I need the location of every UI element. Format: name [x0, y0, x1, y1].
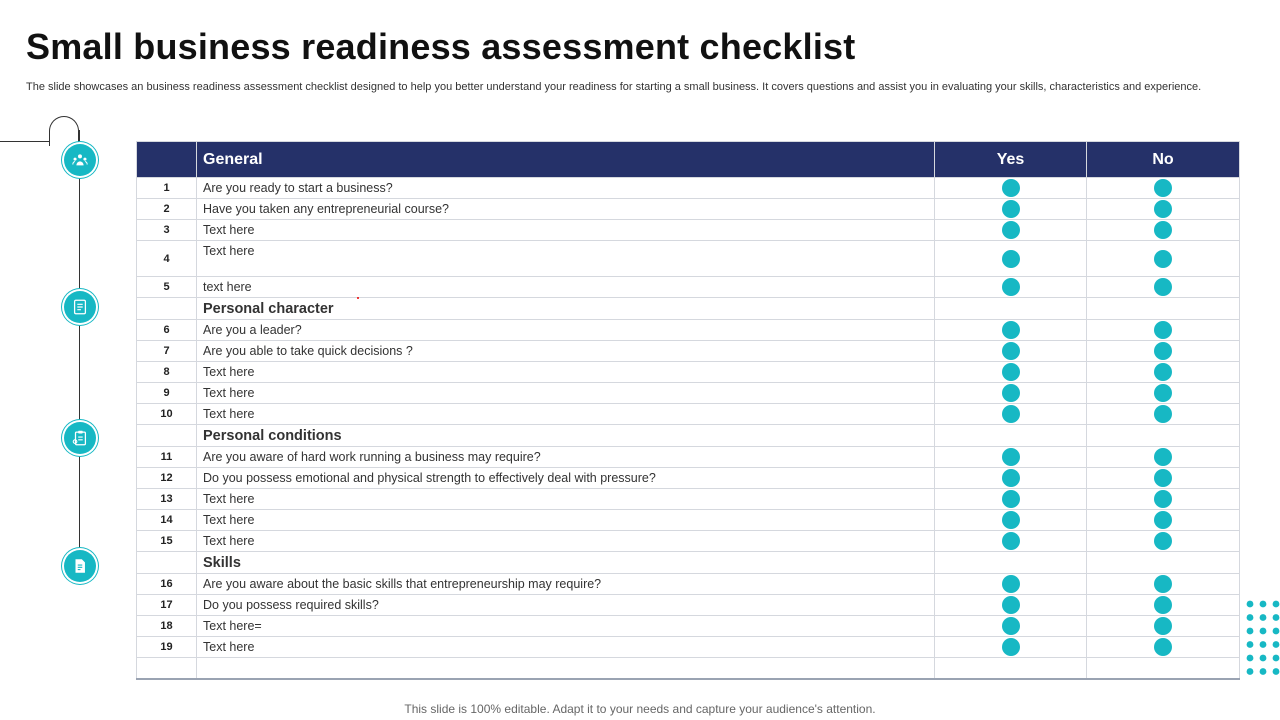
yes-marker[interactable] — [1002, 638, 1020, 656]
row-number: 18 — [137, 616, 197, 637]
row-number: 17 — [137, 595, 197, 616]
stray-dot — [357, 297, 359, 299]
section-number-cell — [137, 552, 197, 574]
no-marker[interactable] — [1154, 469, 1172, 487]
decorative-dot — [1247, 655, 1254, 662]
row-number: 12 — [137, 468, 197, 489]
no-cell[interactable] — [1087, 383, 1240, 404]
row-question: Text here — [197, 383, 935, 404]
row-number: 11 — [137, 447, 197, 468]
decorative-dot — [1247, 668, 1254, 675]
yes-cell[interactable] — [935, 241, 1087, 277]
no-cell[interactable] — [1087, 510, 1240, 531]
yes-cell[interactable] — [935, 595, 1087, 616]
yes-marker[interactable] — [1002, 448, 1020, 466]
empty-cell — [197, 658, 935, 680]
decorative-dot — [1273, 641, 1280, 648]
yes-cell[interactable] — [935, 320, 1087, 341]
section-no-cell — [1087, 425, 1240, 447]
table-row — [137, 404, 1240, 425]
section-title: Personal conditions — [197, 425, 935, 447]
section-row — [137, 425, 1240, 447]
header-no: No — [1087, 142, 1240, 178]
decorative-dot — [1247, 614, 1254, 621]
no-marker[interactable] — [1154, 638, 1172, 656]
section-yes-cell — [935, 552, 1087, 574]
row-number: 13 — [137, 489, 197, 510]
yes-cell[interactable] — [935, 220, 1087, 241]
row-number: 1 — [137, 178, 197, 199]
row-number: 3 — [137, 220, 197, 241]
yes-marker[interactable] — [1002, 405, 1020, 423]
no-marker[interactable] — [1154, 617, 1172, 635]
empty-cell — [1087, 658, 1240, 680]
yes-cell[interactable] — [935, 468, 1087, 489]
section-no-cell — [1087, 298, 1240, 320]
table-row — [137, 510, 1240, 531]
table-row — [137, 320, 1240, 341]
section-yes-cell — [935, 298, 1087, 320]
row-question: Are you ready to start a business? — [197, 178, 935, 199]
no-marker[interactable] — [1154, 179, 1172, 197]
footer-note: This slide is 100% editable. Adapt it to your needs and capture your audience's attention. — [404, 702, 876, 716]
yes-marker[interactable] — [1002, 250, 1020, 268]
table-row — [137, 341, 1240, 362]
decorative-dot — [1260, 601, 1267, 608]
yes-cell[interactable] — [935, 489, 1087, 510]
no-cell[interactable] — [1087, 199, 1240, 220]
row-question: Text here — [197, 404, 935, 425]
row-number: 19 — [137, 637, 197, 658]
decorative-dot — [1260, 641, 1267, 648]
no-marker[interactable] — [1154, 532, 1172, 550]
no-cell[interactable] — [1087, 447, 1240, 468]
row-question: Are you aware of hard work running a business may require? — [197, 447, 935, 468]
yes-cell[interactable] — [935, 574, 1087, 595]
yes-marker[interactable] — [1002, 200, 1020, 218]
yes-marker[interactable] — [1002, 221, 1020, 239]
row-number: 8 — [137, 362, 197, 383]
page-subtitle: The slide showcases an business readiness assessment checklist designed to help you better understand your readiness for starting a small business. It covers questions and assist you in evaluating your skills, characteristics and experience. — [26, 81, 1202, 93]
decorative-dot — [1247, 641, 1254, 648]
no-marker[interactable] — [1154, 448, 1172, 466]
row-number: 15 — [137, 531, 197, 552]
decorative-dot — [1247, 601, 1254, 608]
table-row — [137, 468, 1240, 489]
no-marker[interactable] — [1154, 200, 1172, 218]
yes-marker[interactable] — [1002, 469, 1020, 487]
section-no-cell — [1087, 552, 1240, 574]
decorative-dot — [1260, 614, 1267, 621]
row-question: Do you possess required skills? — [197, 595, 935, 616]
row-question: Text here — [197, 637, 935, 658]
row-question: Do you possess emotional and physical strength to effectively deal with pressure? — [197, 468, 935, 489]
table-row — [137, 616, 1240, 637]
row-question: Text here — [197, 510, 935, 531]
row-number: 4 — [137, 241, 197, 277]
decorative-dot — [1260, 655, 1267, 662]
decorative-dot — [1247, 628, 1254, 635]
yes-marker[interactable] — [1002, 321, 1020, 339]
yes-marker[interactable] — [1002, 490, 1020, 508]
no-marker[interactable] — [1154, 363, 1172, 381]
section-row — [137, 552, 1240, 574]
no-cell[interactable] — [1087, 468, 1240, 489]
no-cell[interactable] — [1087, 220, 1240, 241]
yes-marker[interactable] — [1002, 384, 1020, 402]
row-question: text here — [197, 277, 935, 298]
table-row — [137, 241, 1240, 277]
page-title: Small business readiness assessment checklist — [26, 26, 856, 67]
yes-marker[interactable] — [1002, 342, 1020, 360]
table-row — [137, 595, 1240, 616]
yes-cell[interactable] — [935, 178, 1087, 199]
no-marker[interactable] — [1154, 575, 1172, 593]
empty-cell — [935, 658, 1087, 680]
yes-marker[interactable] — [1002, 575, 1020, 593]
yes-cell[interactable] — [935, 637, 1087, 658]
row-number: 7 — [137, 341, 197, 362]
row-question: Text here — [197, 362, 935, 383]
table-header-row — [137, 142, 1240, 178]
section-row — [137, 298, 1240, 320]
yes-cell[interactable] — [935, 531, 1087, 552]
timeline-connector — [0, 141, 50, 142]
no-marker[interactable] — [1154, 384, 1172, 402]
row-question: Text here — [197, 241, 935, 277]
no-marker[interactable] — [1154, 511, 1172, 529]
yes-cell[interactable] — [935, 199, 1087, 220]
no-cell[interactable] — [1087, 637, 1240, 658]
no-marker[interactable] — [1154, 278, 1172, 296]
decorative-dot — [1260, 628, 1267, 635]
timeline-arc — [49, 116, 79, 146]
yes-marker[interactable] — [1002, 179, 1020, 197]
yes-marker[interactable] — [1002, 532, 1020, 550]
yes-marker[interactable] — [1002, 617, 1020, 635]
yes-marker[interactable] — [1002, 596, 1020, 614]
row-question: Text here — [197, 489, 935, 510]
header-general: General — [197, 142, 935, 178]
section-title: Personal character — [197, 298, 935, 320]
yes-cell[interactable] — [935, 341, 1087, 362]
row-question: Text here — [197, 220, 935, 241]
section-number-cell — [137, 298, 197, 320]
table-row — [137, 362, 1240, 383]
decorative-dot — [1273, 655, 1280, 662]
no-cell[interactable] — [1087, 489, 1240, 510]
row-number: 6 — [137, 320, 197, 341]
table-row — [137, 447, 1240, 468]
header-number — [137, 142, 197, 178]
row-number: 14 — [137, 510, 197, 531]
checklist-icon — [64, 291, 96, 323]
table-row — [137, 531, 1240, 552]
row-question: Are you a leader? — [197, 320, 935, 341]
yes-cell[interactable] — [935, 404, 1087, 425]
no-marker[interactable] — [1154, 490, 1172, 508]
empty-cell — [137, 658, 197, 680]
no-cell[interactable] — [1087, 595, 1240, 616]
table-row — [137, 178, 1240, 199]
decorative-dot — [1273, 628, 1280, 635]
checklist-table — [136, 141, 1240, 680]
table-row — [137, 220, 1240, 241]
row-question: Have you taken any entrepreneurial course? — [197, 199, 935, 220]
yes-marker[interactable] — [1002, 278, 1020, 296]
yes-cell[interactable] — [935, 510, 1087, 531]
decorative-dots — [1246, 600, 1280, 676]
no-cell[interactable] — [1087, 531, 1240, 552]
table-row — [137, 574, 1240, 595]
no-cell[interactable] — [1087, 362, 1240, 383]
clipboard-icon — [64, 422, 96, 454]
row-question: Are you aware about the basic skills that entrepreneurship may require? — [197, 574, 935, 595]
section-number-cell — [137, 425, 197, 447]
yes-cell[interactable] — [935, 383, 1087, 404]
no-cell[interactable] — [1087, 616, 1240, 637]
decorative-dot — [1273, 614, 1280, 621]
table-row — [137, 199, 1240, 220]
yes-cell[interactable] — [935, 616, 1087, 637]
no-marker[interactable] — [1154, 405, 1172, 423]
no-cell[interactable] — [1087, 178, 1240, 199]
row-number: 10 — [137, 404, 197, 425]
table-row — [137, 489, 1240, 510]
yes-marker[interactable] — [1002, 511, 1020, 529]
yes-cell[interactable] — [935, 277, 1087, 298]
yes-cell[interactable] — [935, 447, 1087, 468]
table-row — [137, 383, 1240, 404]
row-number: 16 — [137, 574, 197, 595]
no-cell[interactable] — [1087, 341, 1240, 362]
section-yes-cell — [935, 425, 1087, 447]
no-marker[interactable] — [1154, 221, 1172, 239]
row-question: Are you able to take quick decisions ? — [197, 341, 935, 362]
no-cell[interactable] — [1087, 241, 1240, 277]
row-number: 5 — [137, 277, 197, 298]
table-row — [137, 277, 1240, 298]
document-icon — [64, 550, 96, 582]
no-cell[interactable] — [1087, 320, 1240, 341]
no-cell[interactable] — [1087, 277, 1240, 298]
no-marker[interactable] — [1154, 342, 1172, 360]
table-row — [137, 637, 1240, 658]
no-cell[interactable] — [1087, 574, 1240, 595]
section-title: Skills — [197, 552, 935, 574]
no-marker[interactable] — [1154, 321, 1172, 339]
yes-marker[interactable] — [1002, 363, 1020, 381]
no-cell[interactable] — [1087, 404, 1240, 425]
no-marker[interactable] — [1154, 250, 1172, 268]
yes-cell[interactable] — [935, 362, 1087, 383]
decorative-dot — [1260, 668, 1267, 675]
no-marker[interactable] — [1154, 596, 1172, 614]
row-question: Text here — [197, 531, 935, 552]
decorative-dot — [1273, 601, 1280, 608]
timeline-line — [79, 130, 80, 570]
header-yes: Yes — [935, 142, 1087, 178]
people-network-icon — [64, 144, 96, 176]
row-number: 9 — [137, 383, 197, 404]
row-number: 2 — [137, 199, 197, 220]
decorative-dot — [1273, 668, 1280, 675]
empty-row — [137, 658, 1240, 680]
row-question: Text here= — [197, 616, 935, 637]
